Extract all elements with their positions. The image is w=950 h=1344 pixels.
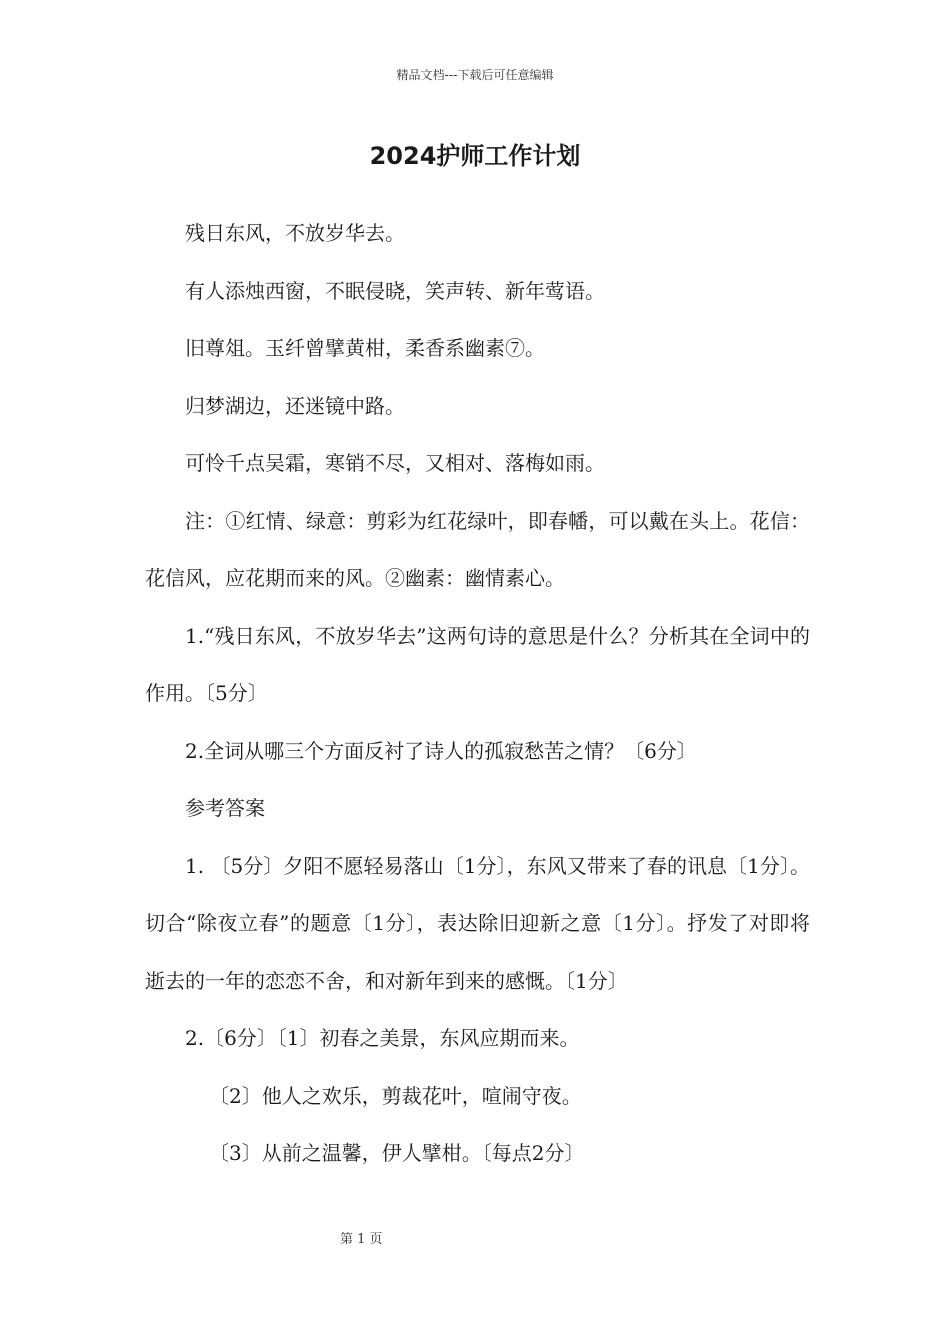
document-body bbox=[145, 205, 810, 1183]
poem-line: 旧尊俎。玉纤曾擘黄柑，柔香系幽素⑦。 bbox=[185, 336, 545, 360]
question-2: 2.全词从哪三个方面反衬了诗人的孤寂愁苦之情？〔6分〕 bbox=[185, 738, 697, 763]
answer-heading: 参考答案 bbox=[185, 796, 265, 820]
annotation-note: 注：①红情、绿意：剪彩为红花绿叶，即春幡，可以戴在头上。花信：花信风，应花期而来的风。②幽素：幽情素心。 bbox=[145, 508, 810, 590]
question-1: 1.“残日东风，不放岁华去”这两句诗的意思是什么？分析其在全词中的作用。〔5分〕 bbox=[145, 623, 810, 705]
poem-line: 残日东风，不放岁华去。 bbox=[185, 221, 405, 245]
poem-line: 可怜千点吴霜，寒销不尽，又相对、落梅如雨。 bbox=[185, 451, 605, 475]
page-header-watermark: 精品文档---下载后可任意编辑 bbox=[396, 68, 554, 82]
poem-line: 归梦湖边，还迷镜中路。 bbox=[185, 393, 405, 418]
document-title: 2024护师工作计划 bbox=[369, 142, 581, 170]
answer-2-point-3: 〔3〕从前之温馨，伊人擘柑。〔每点2分〕 bbox=[209, 1141, 585, 1165]
answer-2: 2.〔6分〕〔1〕初春之美景，东风应期而来。 bbox=[185, 1026, 580, 1050]
page-number: 第 1 页 bbox=[340, 1232, 383, 1247]
poem-line: 有人添烛西窗，不眠侵晓，笑声转、新年莺语。 bbox=[185, 278, 605, 303]
answer-1: 1. 〔5分〕夕阳不愿轻易落山〔1分〕，东风又带来了春的讯息〔1分〕。切合“除夜立春”的题意〔1分〕，表达除旧迎新之意〔1分〕。抒发了对即将逝去的一年的恋恋不舍，和对新年到来的感慨。〔1分〕 bbox=[145, 853, 810, 993]
answer-2-point-2: 〔2〕他人之欢乐，剪裁花叶，喧闹守夜。 bbox=[209, 1083, 582, 1108]
